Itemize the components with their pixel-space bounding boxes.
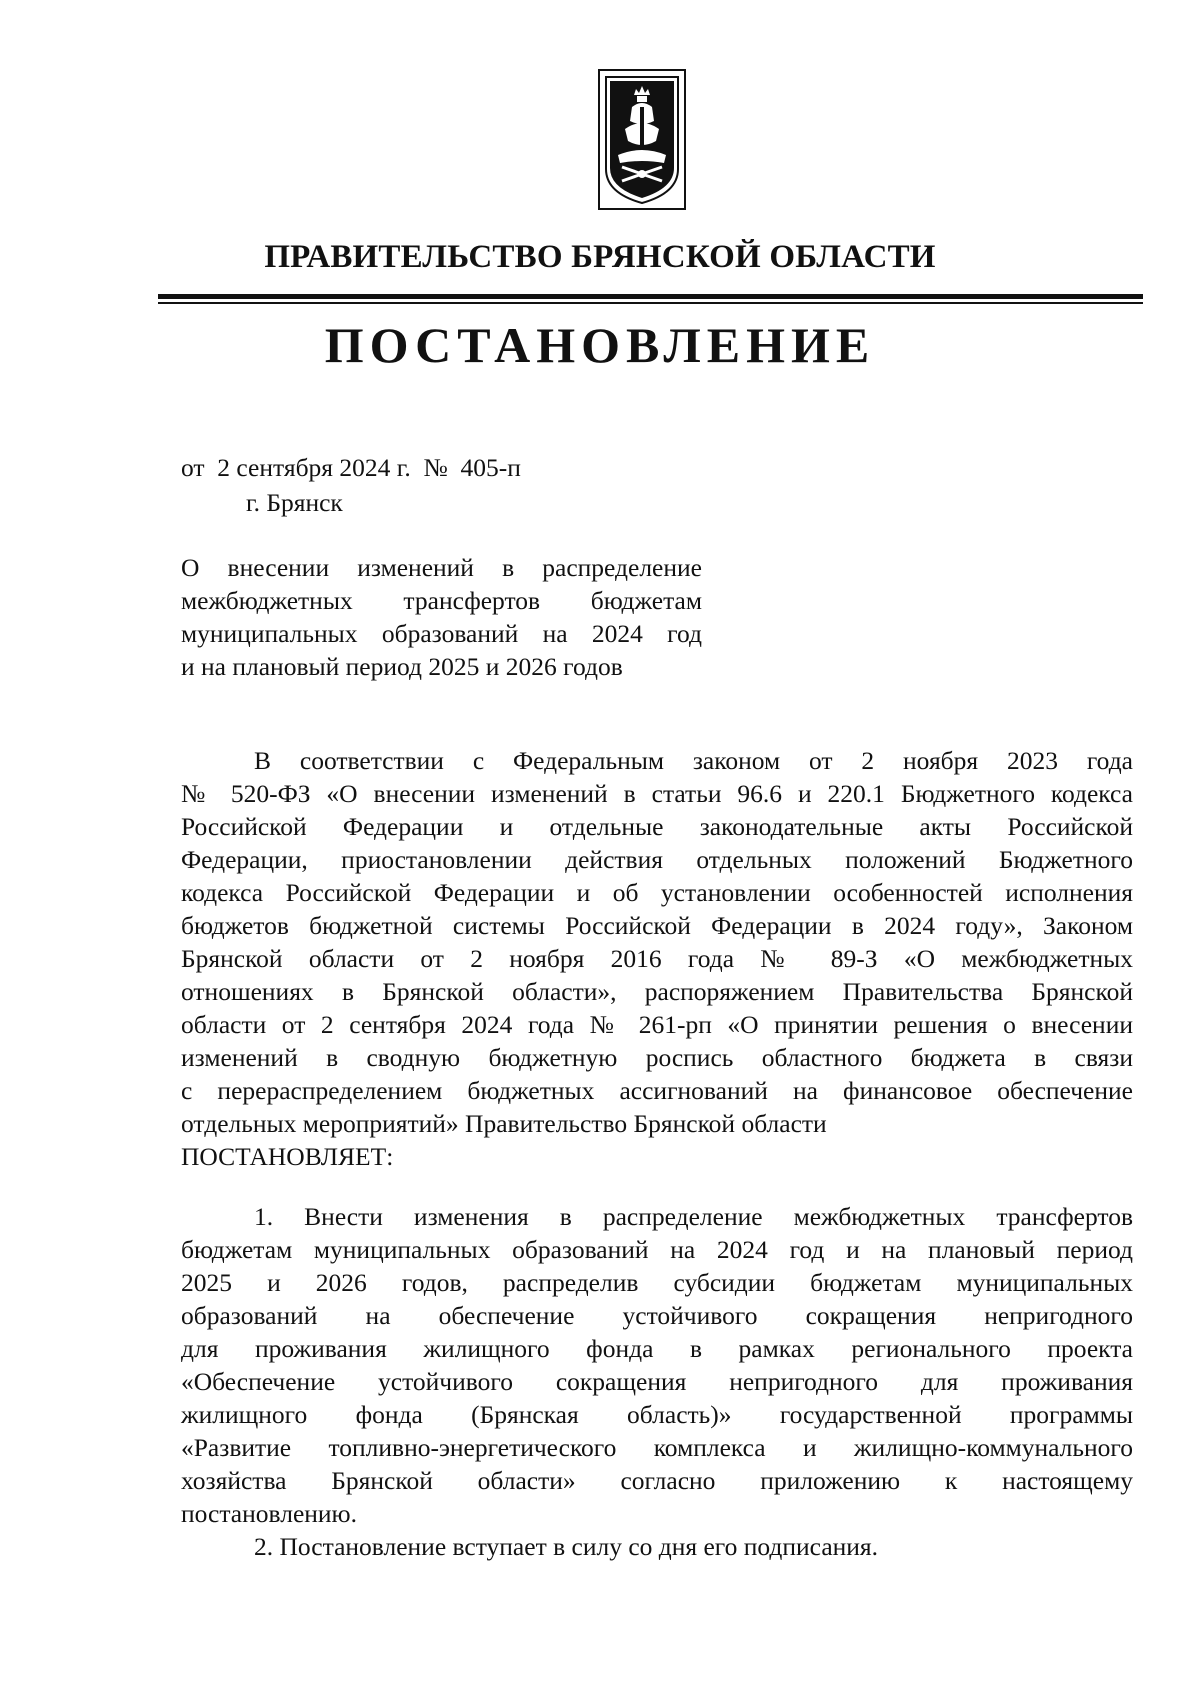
item-1-line: бюджетам муниципальных образований на 2024 год и на плановый период xyxy=(181,1235,1133,1264)
item-1-line: образований на обеспечение устойчивого сокращения непригодного xyxy=(181,1301,1133,1330)
subject-line: и на плановый период 2025 и 2026 годов xyxy=(181,652,623,681)
item-1-line: хозяйства Брянской области» согласно приложению к настоящему xyxy=(181,1466,1133,1495)
item-1-line: «Развитие топливно-энергетического комплекса и жилищно-коммунального xyxy=(181,1433,1133,1462)
preamble-line: кодекса Российской Федерации и об установлении особенностей исполнения xyxy=(181,878,1133,907)
preamble-line: с перераспределением бюджетных ассигнований на финансовое обеспечение xyxy=(181,1076,1133,1105)
subject-line: О внесении изменений в распределение xyxy=(181,553,702,582)
item-1-line: 1. Внести изменения в распределение межбюджетных трансфертов xyxy=(254,1202,1133,1231)
item-1-line: 2025 и 2026 годов, распределив субсидии бюджетам муниципальных xyxy=(181,1268,1133,1297)
government-title: ПРАВИТЕЛЬСТВО БРЯНСКОЙ ОБЛАСТИ xyxy=(264,239,936,275)
item-1-line: «Обеспечение устойчивого сокращения непригодного для проживания xyxy=(181,1367,1133,1396)
item-1-line: постановлению. xyxy=(181,1499,357,1528)
item-1-line: жилищного фонда (Брянская область)» государственной программы xyxy=(181,1400,1133,1429)
preamble-line: Брянской области от 2 ноября 2016 года № 89-З «О межбюджетных xyxy=(181,944,1133,973)
item-2-paragraph xyxy=(181,1530,1133,1563)
preamble-line: изменений в сводную бюджетную роспись областного бюджета в связи xyxy=(181,1043,1133,1072)
document-type-title: ПОСТАНОВЛЕНИЕ xyxy=(324,317,876,373)
preamble-line: № 520-ФЗ «О внесении изменений в статьи 96.6 и 220.1 Бюджетного кодекса xyxy=(181,779,1133,808)
subject-line: межбюджетных трансфертов бюджетам xyxy=(181,586,702,615)
bryansk-coat-of-arms-icon xyxy=(598,69,686,210)
item-1-paragraph xyxy=(181,1200,1133,1530)
preamble-line: отношениях в Брянской области», распоряжением Правительства Брянской xyxy=(181,977,1133,1006)
header-divider-thin xyxy=(158,302,1143,304)
preamble-line: бюджетов бюджетной системы Российской Федерации в 2024 году», Законом xyxy=(181,911,1133,940)
document-date-number: от 2 сентября 2024 г. № 405-п xyxy=(181,453,521,482)
preamble-line: области от 2 сентября 2024 года № 261-рп «О принятии решения о внесении xyxy=(181,1010,1133,1039)
preamble-line: Российской Федерации и отдельные законодательные акты Российской xyxy=(181,812,1133,841)
subject-line: муниципальных образований на 2024 год xyxy=(181,619,702,648)
item-1-line: для проживания жилищного фонда в рамках регионального проекта xyxy=(181,1334,1133,1363)
document-subject xyxy=(181,551,702,683)
preamble-line: В соответствии с Федеральным законом от 2 ноября 2023 года xyxy=(254,746,1133,775)
document-city: г. Брянск xyxy=(246,488,343,517)
item-2-line: 2. Постановление вступает в силу со дня его подписания. xyxy=(254,1532,879,1561)
preamble-line: отдельных мероприятий» Правительство Брянской области xyxy=(181,1109,827,1138)
header-divider-thick xyxy=(158,294,1143,299)
preamble-line: Федерации, приостановлении действия отдельных положений Бюджетного xyxy=(181,845,1133,874)
resolves-heading: ПОСТАНОВЛЯЕТ: xyxy=(181,1142,394,1171)
preamble-paragraph xyxy=(181,744,1133,1173)
